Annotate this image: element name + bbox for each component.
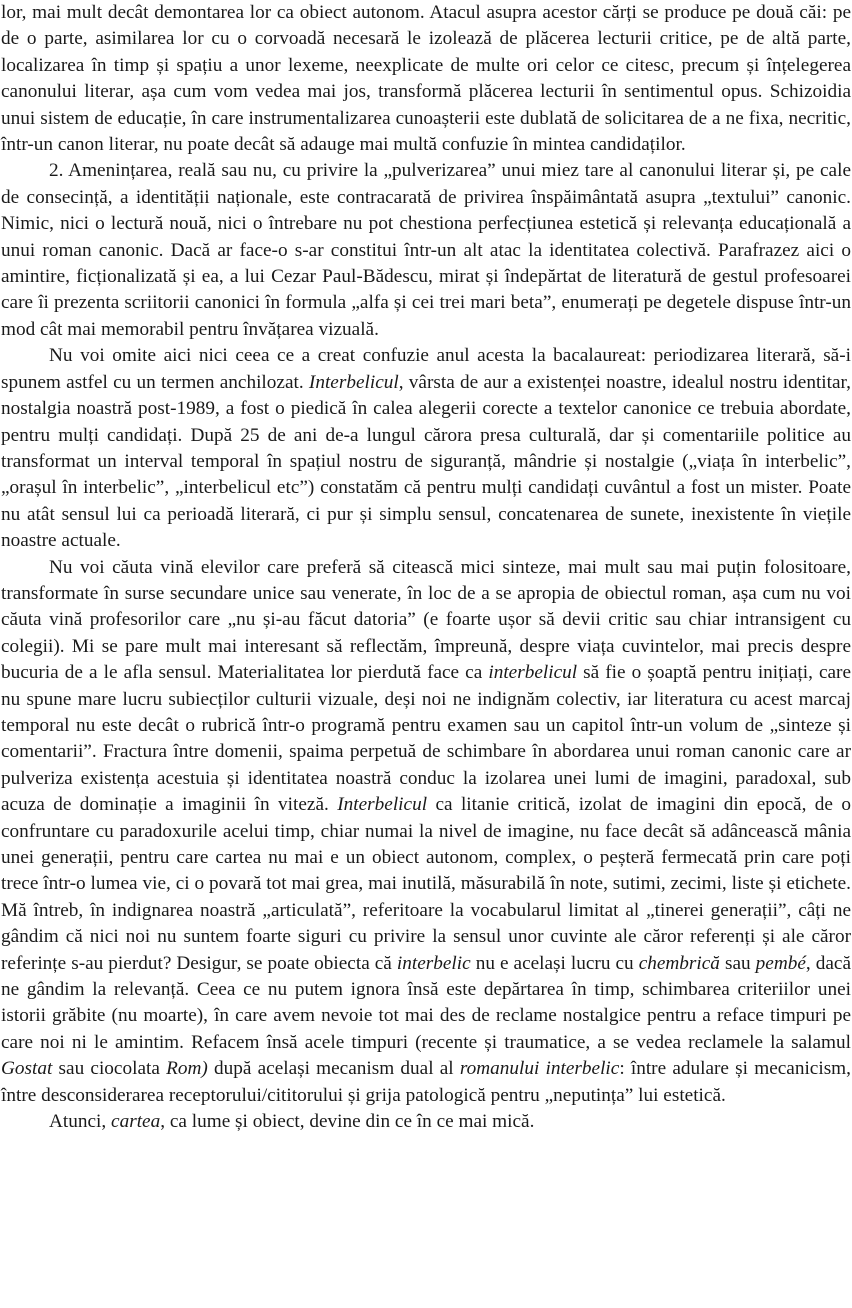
italic-text-run: Interbelicul (337, 794, 428, 816)
paragraph-4 (1, 555, 851, 1110)
paragraph-5 (1, 1109, 851, 1135)
text-run: nu e același lucru cu (470, 952, 639, 974)
italic-text-run: Interbelicul (308, 371, 399, 393)
italic-text-run: romanului interbelic (459, 1058, 620, 1080)
text-run: Nu voi căuta vină elevilor care preferă să citească mici sinteze, mai mult sau mai puțin folositoare, transformate în surse secundare unice sau venerate, în loc de a se apropia de obiectul roman, așa cum nu voi căuta vină profesorilor care „nu și-au făcut datoria” (e foarte ușor să devii critic sau chiar intransigent cu colegii). Mi se pare mult mai interesant să reflectăm, împreună, despre viața cuvintelor, mai precis despre bucuria de a le afla sensul. Materialitatea lor pierdută face ca (1, 556, 851, 684)
text-run: după același mecanism dual al (207, 1058, 460, 1080)
paragraph-2 (1, 158, 851, 343)
text-run: Nu voi omite aici nici ceea ce a creat confuzie anul acesta la bacalaureat: periodizarea literară, să-i spunem astfel cu un termen anchilozat. (1, 345, 851, 393)
text-run: 2. Amenințarea, reală sau nu, cu privire la „pulverizarea” unui miez tare al canonului literar și, pe cale de consecință, a identității naționale, este contracarată de privirea înspăimântată asupra „textului” canonic. Nimic, nici o lectură nouă, nici o întrebare nu pot chestiona perfecțiunea estetică și relevanța educațională a unui roman canonic. Dacă ar face-o s-ar constitui într-un alt atac la identitatea colectivă. Parafrazez aici o amintire, ficționalizată și ea, a lui Cezar Paul-Bădescu, mirat și îndepărtat de literatură de gestul profesoarei care îi prezenta scriitorii canonici în formula „alfa și cei trei mari beta”, enumerați pe degetele dispuse într-un mod cât mai memorabil pentru învățarea vizuală. (1, 160, 851, 340)
text-run: sau ciocolata (52, 1058, 167, 1080)
text-run: să fie o șoaptă pentru inițiați, care nu spune mare lucru subiecților culturii vizuale, deși noi ne indignăm colectiv, iar literatura cu acest marcaj temporal nu este decât o rubrică într-o programă pentru examen sau un capitol într-un volum de „sinteze și comentarii”. Fractura între domenii, spaima perpetuă de schimbare în abordarea unui roman canonic care ar pulveriza existența acestuia și identitatea noastră conduc la izolarea unei lumi de imagini, paradoxal, sub acuza de dominație a imaginii în viteză. (1, 662, 852, 816)
italic-text-run: interbelicul (488, 662, 578, 684)
paragraph-1 (1, 0, 851, 158)
text-run: sau (719, 952, 756, 974)
text-run: , vârsta de aur a existenței noastre, idealul nostru identitar, nostalgia noastră post-1989, a fost o piedică în calea alegerii corecte a textelor canonice ce trebuia abordate, pentru mulți candidați. După 25 de ani de-a lungul cărora presa culturală, dar și comentariile politice au transformat un interval temporal în spațiul nostru de siguranță, mândrie și nostalgie („viața în interbelic”, „orașul în interbelic”, „interbelicul etc”) constatăm că pentru mulți candidați cuvântul a fost un mister. Poate nu atât sensul lui ca perioadă literară, ci pur și simplu sensul, concatenarea de sunete, inexistente în viețile noastre actuale. (1, 371, 851, 552)
italic-text-run: chembrică (638, 952, 720, 974)
italic-text-run: Gostat (1, 1058, 53, 1080)
italic-text-run: Rom) (166, 1058, 208, 1080)
text-run: : între adulare și mecanicism, între desconsiderarea receptorului/cititorului și grija patologică pentru „neputința” lui estetică. (1, 1058, 851, 1106)
text-run: , dacă ne gândim la relevanță. Ceea ce nu putem ignora însă este depărtarea în timp, schimbarea criteriilor unei istorii grăbite (nu moarte), în care avem nevoie tot mai des de reclame nostalgice pentru a reface timpuri pe care noi ni le amintim. Refacem însă acele timpuri (recente și traumatice, a se vedea reclamele la salamul (1, 952, 851, 1053)
text-run: ca litanie critică, izolat de imagini din epocă, de o confruntare cu paradoxurile acelui timp, chiar numai la nivel de imagine, nu face decât să adâncească mânia unei generații, pentru care cartea nu mai e un obiect autonom, complex, o peșteră fermecată prin care poți trece într-o lumea vie, ci o povară tot mai grea, mai inutilă, măsurabilă în note, sutimi, zecimi, liste și etichete. Mă întreb, în indignarea noastră „articulată”, referitoare la vocabularul limitat al „tinerei generații”, câți ne gândim că nici noi nu suntem foarte siguri cu privire la sensul unor cuvinte ale căror referenți și ale căror referințe s-au pierdut? Desigur, se poate obiecta că (1, 794, 852, 974)
text-run: Atunci, (49, 1111, 112, 1133)
text-run: lor, mai mult decât demontarea lor ca obiect autonom. Atacul asupra acestor cărți se produce pe două căi: pe de o parte, asimilarea lor cu o corvoadă necesară le izolează de plăcerea lecturii critice, pe de altă parte, localizarea în timp și spațiu a unor lexeme, neexplicate de multe ori celor ce citesc, precum și înțelegerea canonului literar, așa cum vom vedea mai jos, transformă plăcerea lecturii în sentimentul opus. Schizoidia unui sistem de educație, în care instrumentalizarea cunoașterii este dublată de solicitarea de a ne fixa, necritic, într-un canon literar, nu poate decât să adauge mai multă confuzie în mintea candidaților. (1, 2, 851, 156)
italic-text-run: interbelic (396, 952, 471, 974)
paragraph-3 (1, 343, 851, 554)
italic-text-run: pembé (755, 952, 806, 974)
italic-text-run: cartea (111, 1111, 161, 1133)
text-run: , ca lume și obiect, devine din ce în ce mai mică. (160, 1111, 535, 1133)
